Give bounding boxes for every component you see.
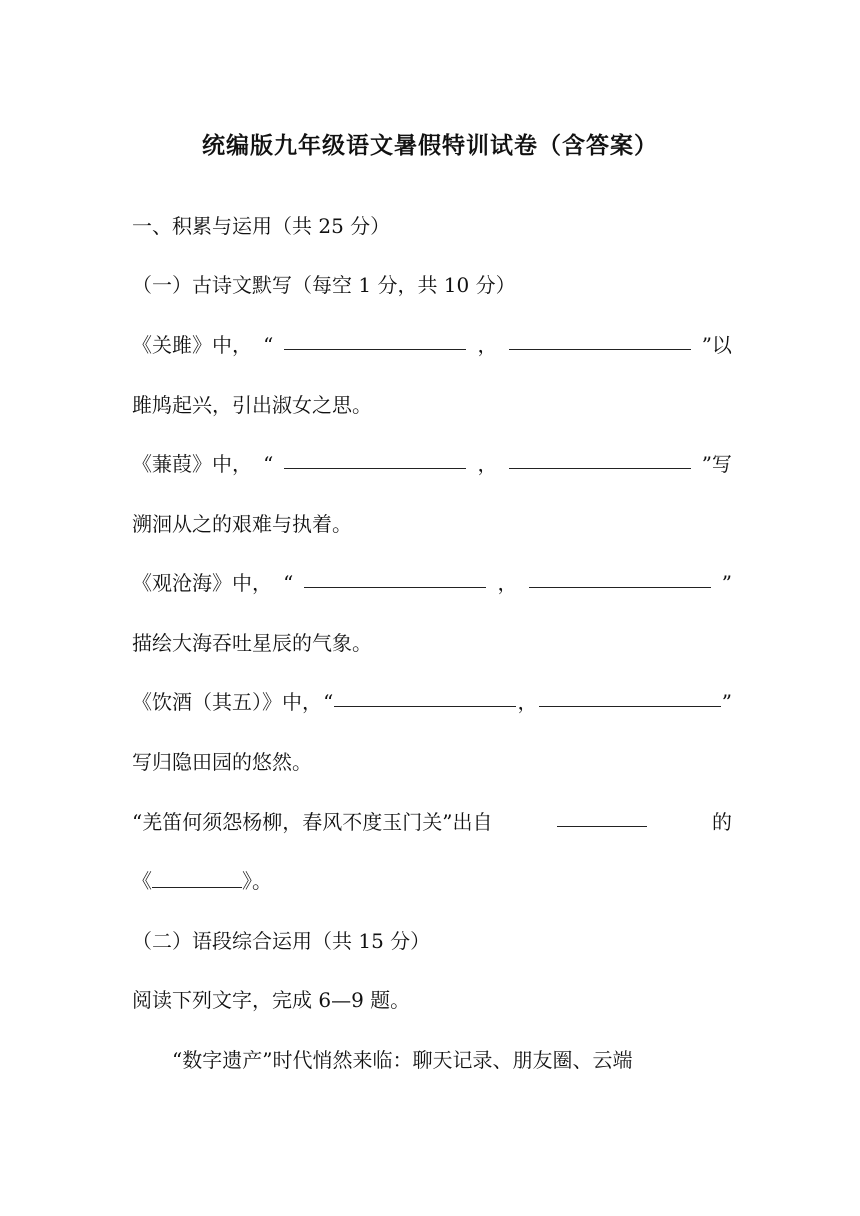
answer-blank[interactable] (152, 867, 242, 888)
question-4-source: 《饮酒（其五）》中， (132, 690, 322, 714)
question-3-line-2: 描绘大海吞吐星辰的气象。 (132, 631, 372, 655)
answer-blank[interactable] (304, 567, 486, 588)
passage-text: “数字遗产”时代悄然来临：聊天记录、朋友圈、云端 (172, 1048, 633, 1072)
answer-blank[interactable] (557, 806, 647, 827)
answer-blank[interactable] (529, 567, 711, 588)
question-4-line-1: 《饮酒（其五）》中， “ ， ” (132, 686, 732, 718)
question-2-line-2: 溯洄从之的艰难与执着。 (132, 512, 352, 536)
answer-blank[interactable] (284, 329, 466, 350)
question-4-line-2: 写归隐田园的悠然。 (132, 750, 312, 774)
question-3-line-1: 《观沧海》中， “ ， ” (132, 567, 732, 599)
answer-blank[interactable] (509, 329, 691, 350)
question-1-line-2: 雎鸠起兴，引出淑女之思。 (132, 393, 372, 417)
question-1-source: 《关雎》中， (132, 333, 252, 357)
part-heading: （一）古诗文默写（每空 1 分，共 10 分） (132, 273, 516, 297)
page-title: 统编版九年级语文暑假特训试卷（含答案） (202, 133, 658, 159)
question-3-source: 《观沧海》中， (132, 571, 272, 595)
question-5-text: “羌笛何须怨杨柳，春风不度玉门关”出自 (132, 810, 493, 834)
answer-blank[interactable] (284, 448, 466, 469)
question-2-line-1: 《蒹葭》中， “ ， ”写 (132, 448, 732, 480)
answer-blank[interactable] (509, 448, 691, 469)
question-2-source: 《蒹葭》中， (132, 452, 252, 476)
question-5-line-2: 《 》。 (132, 869, 272, 893)
answer-blank[interactable] (539, 686, 721, 707)
part-heading: （二）语段综合运用（共 15 分） (132, 929, 431, 953)
question-5-line-1: “羌笛何须怨杨柳，春风不度玉门关”出自 的 (132, 806, 732, 838)
instruction-text: 阅读下列文字，完成 6—9 题。 (132, 988, 411, 1012)
section-heading: 一、积累与运用（共 25 分） (132, 214, 391, 238)
question-1-line-1: 《关雎》中， “ ， ”以 (132, 329, 732, 361)
answer-blank[interactable] (334, 686, 516, 707)
